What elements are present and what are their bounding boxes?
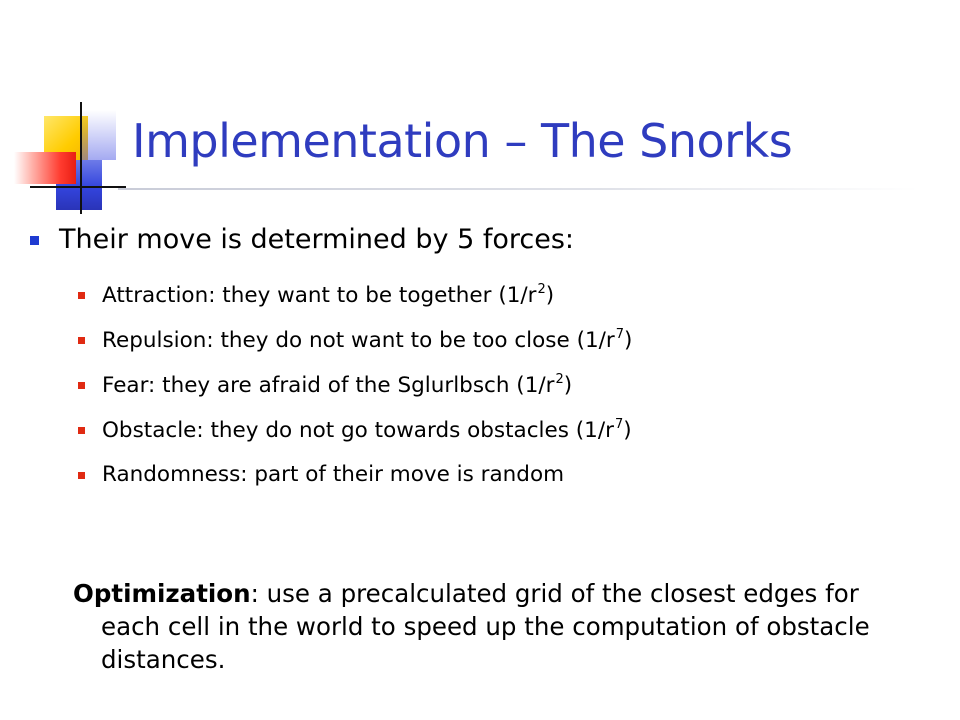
force-exponent: 2: [537, 281, 546, 297]
bullet-square-icon: [30, 236, 39, 245]
force-exponent: 7: [615, 326, 624, 342]
bullet-square-icon: [78, 382, 85, 389]
optimization-paragraph: [73, 577, 901, 676]
force-text: Repulsion: they do not want to be too close $(1/r^7)$: [102, 326, 633, 353]
optimization-text: : use a precalculated grid of the closest edges for each cell in the world to speed up the computation of obstacle distances.: [101, 578, 870, 674]
force-item: [78, 272, 632, 317]
force-exponent: 7: [614, 416, 624, 432]
bullet-square-icon: [78, 472, 85, 479]
forces-list: [78, 272, 632, 497]
logo-blue-fade: [82, 110, 116, 160]
main-bullet: [30, 224, 574, 255]
logo-vertical-line: [80, 102, 82, 214]
bullet-square-icon: [78, 427, 85, 434]
force-text: Obstacle: they do not go towards obstacles $(1/r^7)$: [102, 416, 632, 443]
optimization-label: Optimization: [73, 578, 251, 608]
main-bullet-text: Their move is determined by 5 forces:: [59, 224, 574, 255]
logo-red-bar: [14, 152, 76, 184]
force-item: [78, 317, 632, 362]
bullet-square-icon: [78, 292, 85, 299]
force-text: Randomness: part of their move is random: [102, 462, 565, 487]
title-underline: [118, 188, 918, 190]
logo-horizontal-line: [30, 186, 126, 188]
slide-title: Implementation – The Snorks: [132, 114, 793, 168]
force-text: Fear: they are afraid of the Sglurlbsch $(1/r^2)$: [102, 371, 573, 398]
force-item: [78, 362, 632, 407]
force-item: [78, 407, 632, 452]
force-item: [78, 452, 632, 497]
slide-logo-decoration: [0, 0, 140, 220]
force-exponent: 2: [555, 371, 564, 387]
force-text: Attraction: they want to be together $(1/r^2)$: [102, 281, 555, 308]
bullet-square-icon: [78, 337, 85, 344]
